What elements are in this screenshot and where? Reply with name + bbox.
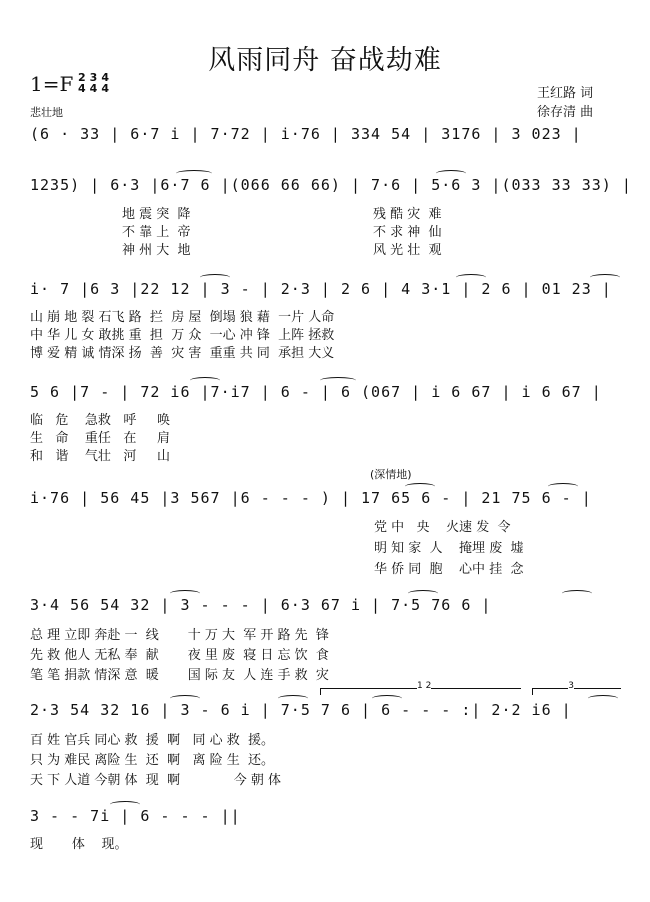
slur-mark [176,170,212,177]
lyric-3a: 神 州 大 地 [122,243,191,258]
composer-credit: 徐存清 曲 [537,105,594,120]
key-signature: 1=F [30,72,74,96]
notation-line-3: i· 7 |6 3 |22 12 | 3 - | 2·3 | 2 6 | 4 3·1 | 2 6 | 01 23 | [30,280,612,298]
slur-mark [548,483,578,490]
lyric-12: 华 侨 同 胞 心中 挂 念 [374,562,524,577]
lyric-16: 百 姓 官兵 同心 救 援 啊 同 心 救 援。 [30,733,274,748]
slur-mark [562,590,592,597]
slur-mark [170,695,200,702]
lyric-1a: 地 震 突 降 [122,207,191,222]
notation-line-2: 1235) | 6·3 |6·7 6 |(066 66 66) | 7·6 | 5·6 3 |(033 33 33) | [30,176,632,194]
slur-mark [405,483,435,490]
tempo-mood: 悲壮地 [30,106,63,119]
lyric-15: 笔 笔 捐款 情深 意 暖 国 际 友 人 连 手 救 灾 [30,668,329,683]
lyric-8: 生 命 重任 在 肩 [30,431,170,446]
slur-mark [320,377,356,384]
lyric-19: 现 体 现。 [30,837,128,852]
notation-line-5: i·76 | 56 45 |3 567 |6 - - - ) | 17 65 6 - | 21 75 6 - | [30,489,592,507]
lyric-14: 先 救 他人 无私 奉 献 夜 里 废 寝 日 忘 饮 食 [30,648,329,663]
lyric-6: 博 爱 精 诚 情深 扬 善 灾 害 重重 共 同 承担 大义 [30,346,335,361]
time-signatures [78,72,109,94]
lyric-2b: 不 求 神 仙 [373,225,442,240]
lyric-4: 山 崩 地 裂 石飞 路 拦 房 屋 倒塌 狼 藉 一片 人命 [30,310,335,325]
slur-mark [408,590,438,597]
meter-1: 2 4 [78,71,86,95]
song-title: 风雨同舟 奋战劫难 [208,45,442,76]
lyric-7: 临 危 急救 呼 唤 [30,413,170,428]
slur-mark [200,274,230,281]
slur-mark [372,695,402,702]
notation-line-4: 5 6 |7 - | 72 i6 |7·i7 | 6 - | 6 (067 | i 6 67 | i 6 67 | [30,383,602,401]
meter-3: 4 4 [101,71,109,95]
lyricist-credit: 王红路 词 [537,86,594,101]
lyric-11: 明 知 家 人 掩埋 废 墟 [374,541,524,556]
slur-mark [190,377,220,384]
lyric-1b: 残 酷 灾 难 [373,207,442,222]
slur-mark [278,695,308,702]
lyric-17: 只 为 难民 离险 生 还 啊 离 险 生 还。 [30,753,274,768]
lyric-10: 党 中 央 火速 发 令 [374,520,511,535]
slur-mark [170,590,200,597]
volta-3: 3 [532,688,621,695]
slur-mark [456,274,486,281]
lyric-9: 和 谐 气壮 河 山 [30,449,170,464]
volta-1-2: 1 2 [320,688,521,695]
slur-mark [436,170,466,177]
lyric-3b: 风 光 壮 观 [373,243,442,258]
meter-2: 3 4 [89,71,98,95]
lyric-18: 天 下 人道 今朝 体 现 啊 今 朝 体 [30,773,282,788]
notation-line-8: 3 - - 7i | 6 - - - || [30,807,241,825]
slur-mark [588,695,618,702]
lyric-5: 中 华 儿 女 敢挑 重 担 万 众 一心 冲 锋 上阵 拯救 [30,328,335,343]
notation-line-1: (6 · 33 | 6·7 i | 7·72 | i·76 | 334 54 | 3176 | 3 023 | [30,125,582,143]
notation-line-7: 2·3 54 32 16 | 3 - 6 i | 7·5 7 6 | 6 - - - :| 2·2 i6 | [30,701,572,719]
notation-line-6: 3·4 56 54 32 | 3 - - - | 6·3 67 i | 7·5 76 6 | [30,596,492,614]
slur-mark [590,274,620,281]
lyric-2a: 不 靠 上 帝 [122,225,191,240]
expression-cue: (深情地) [370,468,412,481]
slur-mark [110,801,140,808]
lyric-13: 总 理 立即 奔赴 一 线 十 万 大 军 开 路 先 锋 [30,628,329,643]
